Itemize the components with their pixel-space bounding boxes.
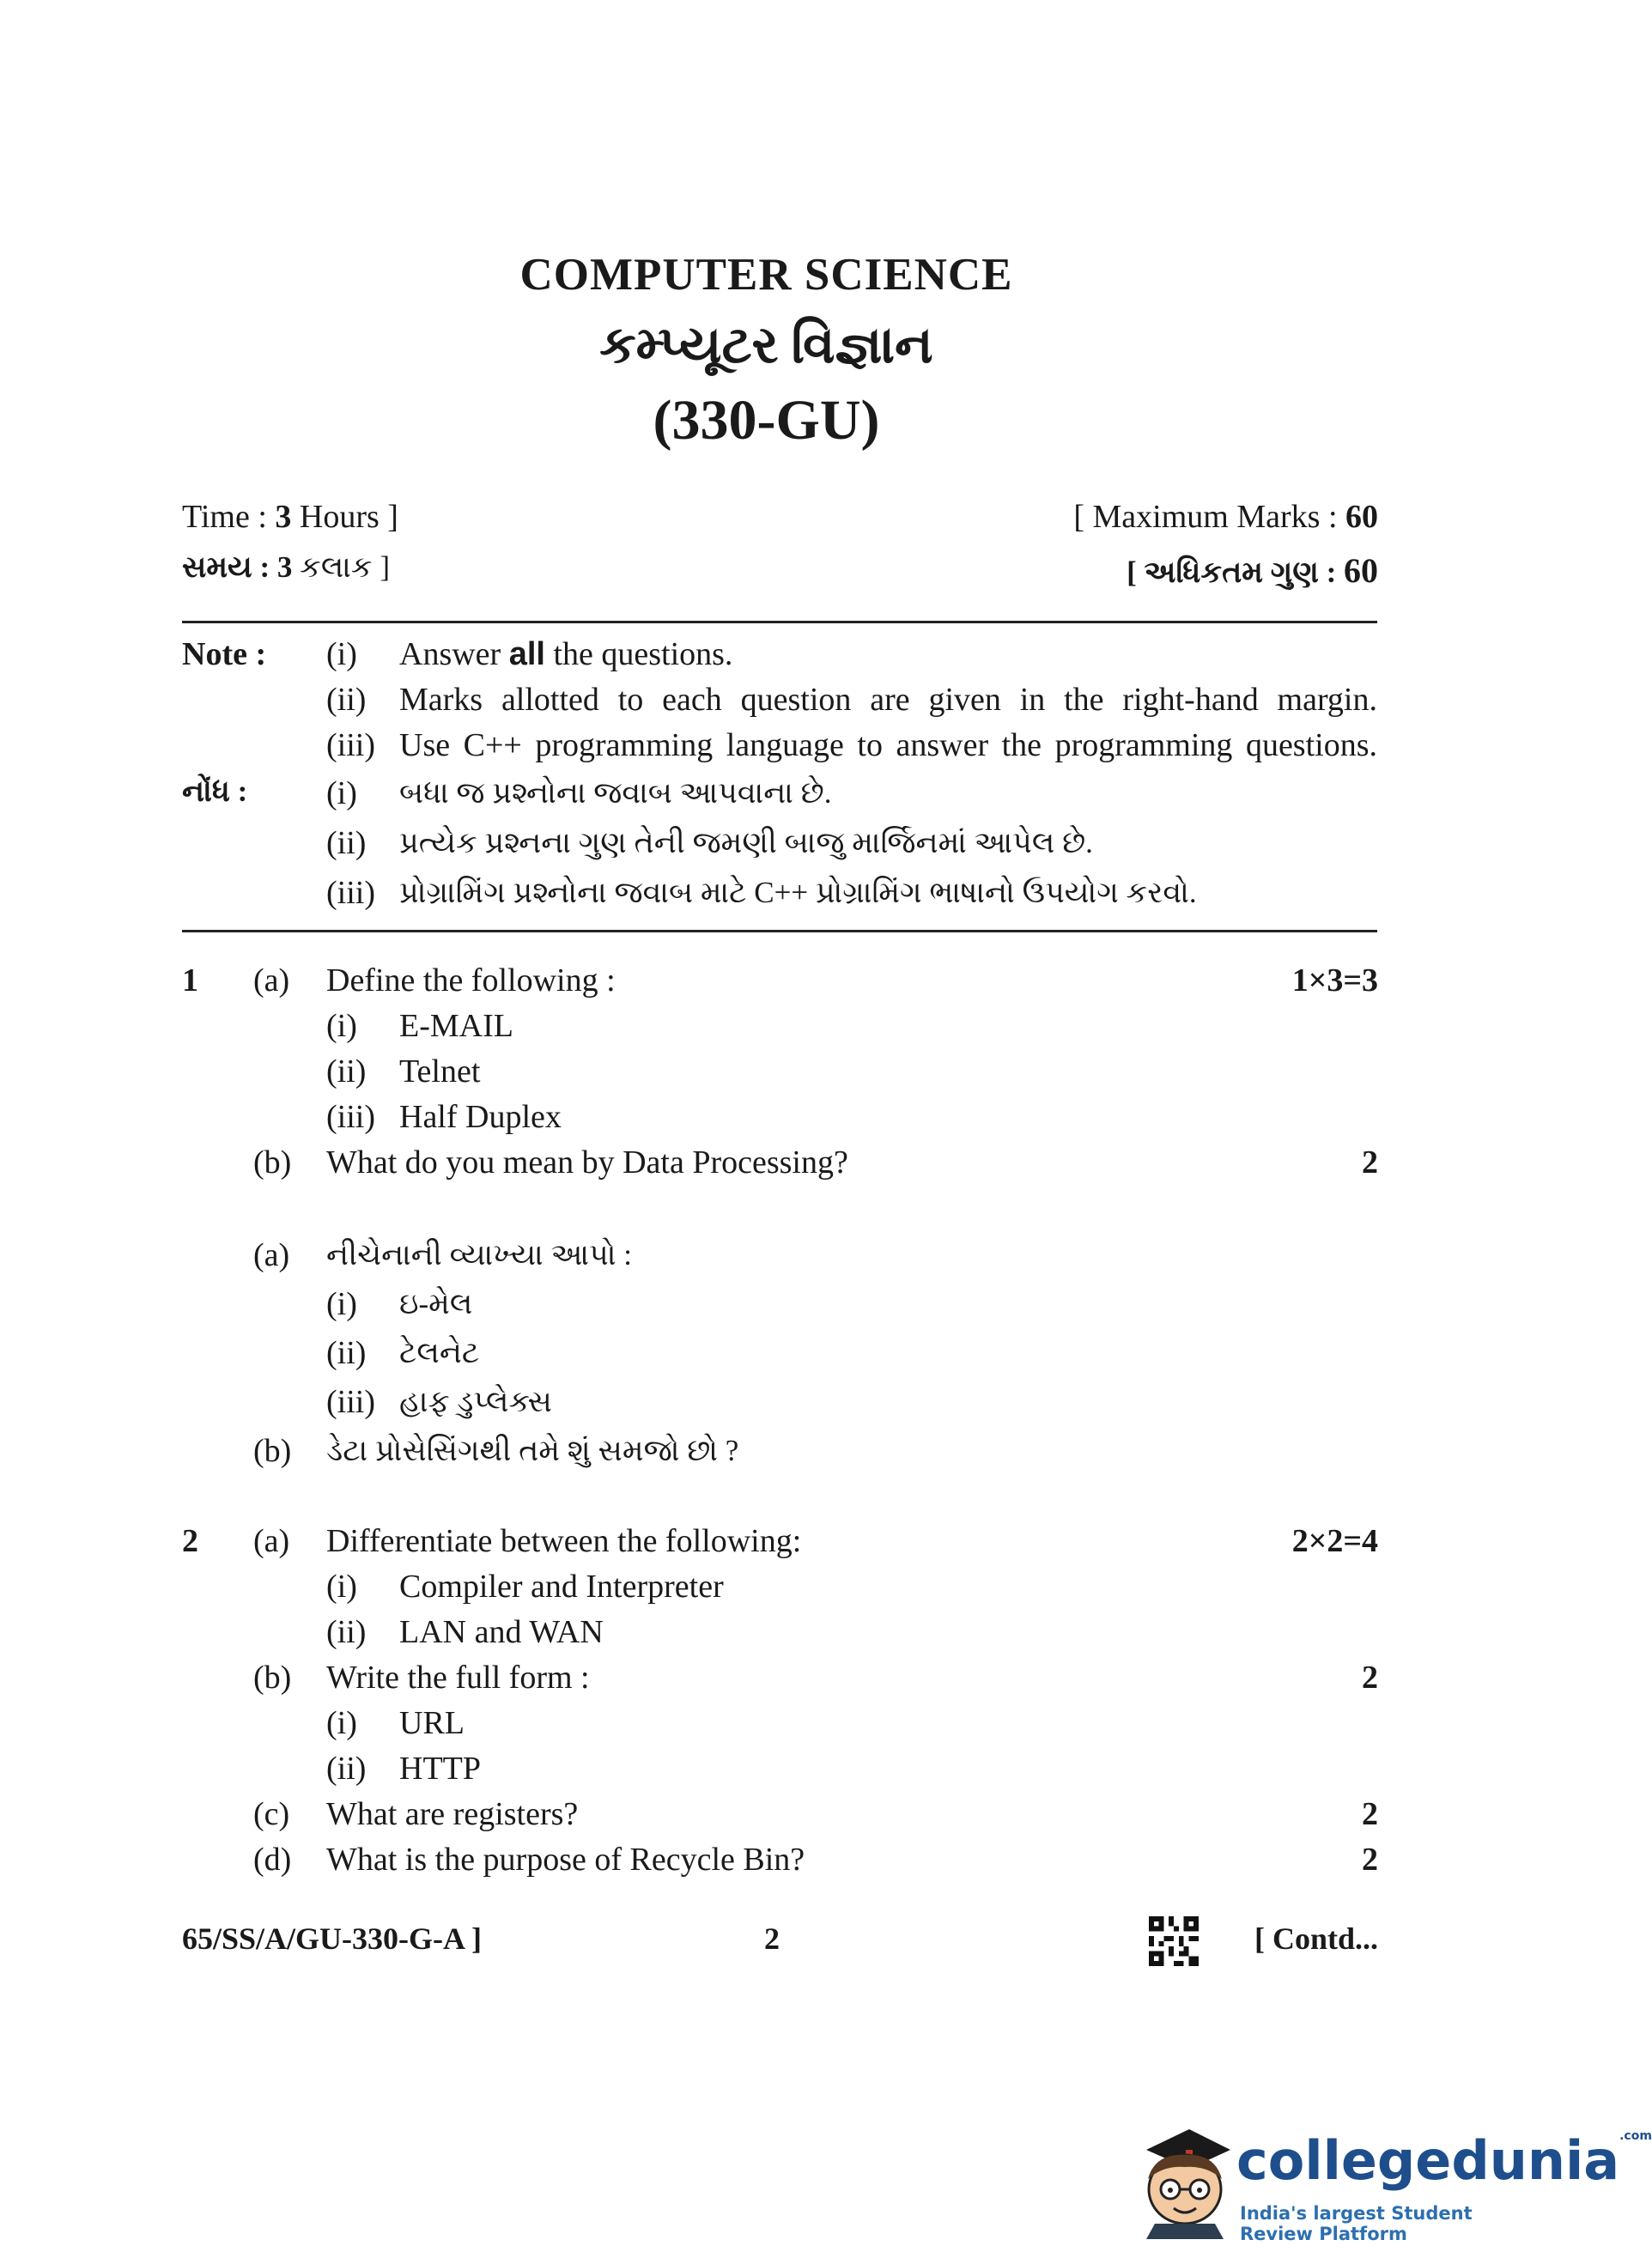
question-text: Write the full form : <box>326 1660 590 1696</box>
page-number: 2 <box>764 1921 780 1956</box>
note-num: (ii) <box>326 825 367 861</box>
question-text: What is the purpose of Recycle Bin? <box>326 1842 805 1878</box>
part-label: (b) <box>253 1660 292 1696</box>
continued-label: [ Contd... <box>1254 1921 1378 1956</box>
note-text-gujarati: બધા જ પ્રશ્નોના જવાબ આપવાના છે. <box>399 776 832 810</box>
question-number: 1 <box>182 962 198 999</box>
qr-code-icon <box>1149 1916 1199 1966</box>
note-text-gujarati: પ્રોગ્રામિંગ પ્રશ્નોના જવાબ માટે C++ પ્રોગ્રામિંગ ભાષાનો ઉપયોગ કરવો. <box>399 876 1197 909</box>
question-text: Define the following : <box>326 962 616 999</box>
question-text-gujarati: નીચેનાની વ્યાખ્યા આપો : <box>326 1238 632 1272</box>
page-title-gujarati: કમ્પ્યૂટર વિજ્ઞાન <box>599 317 933 373</box>
part-label: (c) <box>253 1796 290 1832</box>
note-num: (i) <box>326 636 357 672</box>
note-text: Use C++ programming language to answer the programming questions. <box>399 727 1377 763</box>
subject-code: (330-GU) <box>653 389 880 452</box>
item-num: (i) <box>326 1569 357 1605</box>
time-info: Time : 3 Hours ] <box>182 499 398 535</box>
item-text: HTTP <box>399 1751 481 1787</box>
item-num: (i) <box>326 1286 357 1322</box>
note-num: (ii) <box>326 682 367 718</box>
question-text: What do you mean by Data Processing? <box>326 1144 848 1181</box>
divider <box>182 930 1377 932</box>
part-label: (d) <box>253 1842 292 1878</box>
item-num: (ii) <box>326 1335 367 1371</box>
note-label: Note : <box>182 636 267 672</box>
logo-wordmark: collegedunia$^{.com}$ <box>1236 2129 1652 2192</box>
marks: 2 <box>1362 1796 1378 1832</box>
note-num: (i) <box>326 775 357 811</box>
time-info-gujarati: સમય : 3 કલાક ] <box>182 550 391 584</box>
marks: 2×2=4 <box>1291 1523 1378 1559</box>
max-marks-info: [ Maximum Marks : 60 <box>1073 499 1378 535</box>
item-num: (iii) <box>326 1099 375 1135</box>
part-label: (b) <box>253 1144 292 1181</box>
item-num: (i) <box>326 1705 357 1741</box>
item-num: (ii) <box>326 1053 367 1090</box>
divider <box>182 621 1377 623</box>
question-text: What are registers? <box>326 1796 579 1832</box>
note-label-gujarati: નોંધ : <box>182 774 248 808</box>
part-label: (a) <box>253 1237 290 1273</box>
marks: 2 <box>1362 1144 1378 1181</box>
item-text: E-MAIL <box>399 1008 513 1044</box>
item-text: Half Duplex <box>399 1099 562 1135</box>
logo-tagline: India's largest Student Review Platform <box>1240 2203 1473 2244</box>
page-title: COMPUTER SCIENCE <box>519 250 1013 300</box>
item-num: (ii) <box>326 1614 367 1650</box>
note-text: Marks allotted to each question are given in the right-hand margin. <box>399 682 1377 718</box>
item-text: Telnet <box>399 1053 481 1090</box>
item-num: (iii) <box>326 1384 375 1420</box>
question-text-gujarati: ડેટા પ્રોસેસિંગથી તમે શું સમજો છો ? <box>326 1434 739 1467</box>
note-num: (iii) <box>326 875 375 911</box>
part-label: (b) <box>253 1433 292 1469</box>
item-text: URL <box>399 1705 465 1741</box>
item-num: (i) <box>326 1008 357 1044</box>
item-num: (ii) <box>326 1751 367 1787</box>
marks: 2 <box>1362 1660 1378 1696</box>
item-text-gujarati: ઇ-મેલ <box>399 1287 473 1320</box>
max-marks-info-gujarati: [ અધિકતમ ગુણ : 60 <box>1127 551 1378 590</box>
part-label: (a) <box>253 1523 290 1559</box>
marks: 1×3=3 <box>1291 962 1378 999</box>
item-text: LAN and WAN <box>399 1614 604 1650</box>
item-text-gujarati: ટેલનેટ <box>399 1336 480 1369</box>
paper-code: 65/SS/A/GU-330-G-A ] <box>182 1921 483 1956</box>
question-number: 2 <box>182 1523 198 1559</box>
item-text-gujarati: હાફ ડુપ્લેક્સ <box>399 1385 552 1418</box>
note-text: Answer all the questions. <box>399 636 733 672</box>
collegedunia-mascot-icon <box>1129 2110 1241 2239</box>
note-num: (iii) <box>326 727 375 763</box>
part-label: (a) <box>253 962 290 999</box>
note-text-gujarati: પ્રત્યેક પ્રશ્નના ગુણ તેની જમણી બાજુ માર્જિનમાં આપેલ છે. <box>399 826 1093 859</box>
question-text: Differentiate between the following: <box>326 1523 802 1559</box>
item-text: Compiler and Interpreter <box>399 1569 724 1605</box>
marks: 2 <box>1362 1842 1378 1878</box>
